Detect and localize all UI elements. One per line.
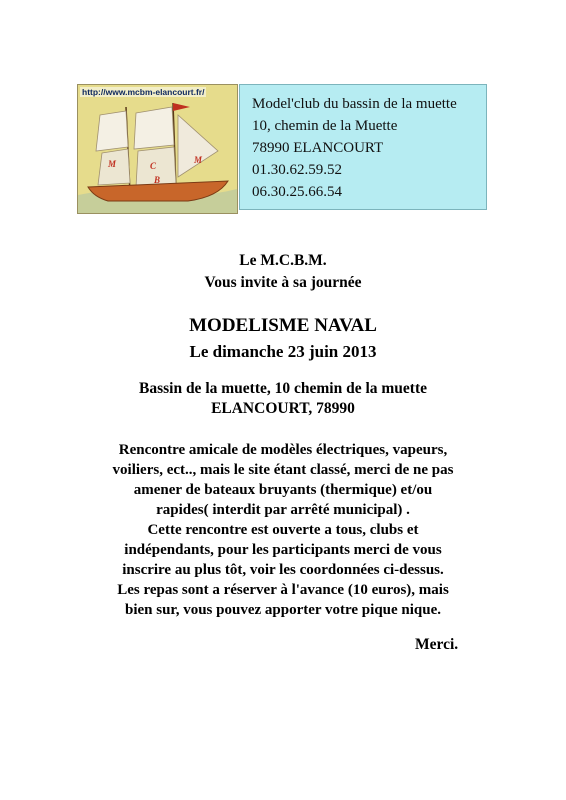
body-line: Cette rencontre est ouverte a tous, clubs et bbox=[147, 522, 419, 538]
body-line: indépendants, pour les participants merci de vous bbox=[124, 542, 442, 558]
invite-line: Vous invite à sa journée bbox=[204, 274, 362, 291]
club-logo bbox=[77, 84, 238, 214]
phone-2: 06.30.25.66.54 bbox=[252, 184, 342, 200]
body-line: rapides( interdit par arrêté municipal) . bbox=[156, 502, 410, 518]
body-line: amener de bateaux bruyants (thermique) et/ou bbox=[133, 482, 433, 498]
location-line-2: ELANCOURT, 78990 bbox=[211, 400, 355, 417]
closing-text: Merci. bbox=[415, 636, 459, 653]
club-name: Model'club du bassin de la muette bbox=[252, 96, 457, 112]
sailboat-illustration bbox=[78, 85, 237, 213]
body-line: inscrire au plus tôt, voir les coordonnées ci-dessus. bbox=[122, 562, 444, 578]
body-line: Rencontre amicale de modèles électriques, vapeurs, bbox=[118, 442, 448, 458]
sail-letter-b: B bbox=[154, 175, 161, 185]
phone-1: 01.30.62.59.52 bbox=[252, 162, 342, 178]
club-city: 78990 ELANCOURT bbox=[252, 140, 384, 156]
body-text bbox=[0, 440, 566, 620]
body-line: voiliers, ect.., mais le site étant classé, merci de ne pas bbox=[112, 462, 454, 478]
event-date: Le dimanche 23 juin 2013 bbox=[189, 342, 377, 361]
organizer: Le M.C.B.M. bbox=[239, 252, 327, 269]
body-line: Les repas sont a réserver à l'avance (10 euros), mais bbox=[117, 582, 449, 598]
contact-box bbox=[239, 84, 487, 210]
website-url: http://www.mcbm-elancourt.fr/ bbox=[82, 87, 205, 97]
body-line: bien sur, vous pouvez apporter votre pique nique. bbox=[124, 602, 442, 618]
location-line-1: Bassin de la muette, 10 chemin de la muette bbox=[138, 380, 427, 397]
sail-letter-c: C bbox=[150, 161, 157, 171]
sail-letter-m2: M bbox=[194, 155, 203, 165]
event-title: MODELISME NAVAL bbox=[189, 315, 377, 336]
club-address: 10, chemin de la Muette bbox=[252, 118, 398, 134]
sail-letter-m: M bbox=[108, 159, 117, 169]
